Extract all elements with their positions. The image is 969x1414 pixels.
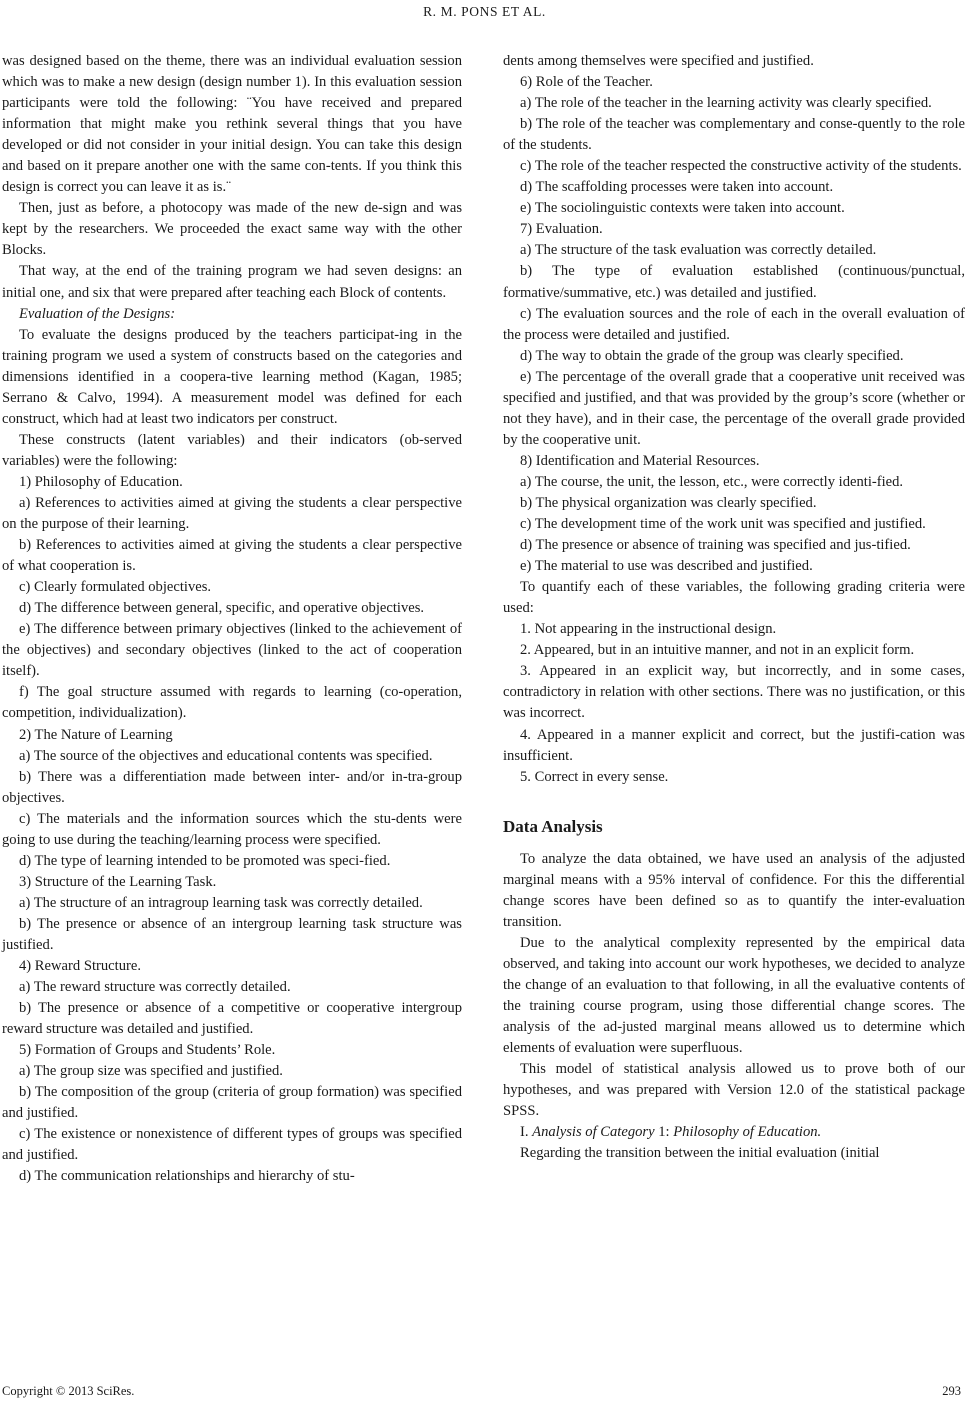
right-column (503, 51, 965, 1164)
right-paragraph-15: b) The physical organization was clearly specified. (520, 494, 817, 511)
right-paragraph-7: 7) Evaluation. (520, 221, 603, 238)
right-paragraph-4: c) The role of the teacher respected the constructive activity of the students. (520, 158, 962, 175)
left-paragraph-12: f) The goal structure assumed with regards to learning (co-operation, competition, individualization). (2, 684, 462, 722)
right-paragraph-8: a) The structure of the task evaluation was correctly detailed. (520, 242, 877, 259)
left-paragraph-23: b) The presence or absence of a competitive or cooperative intergroup reward structure was detailed and justified. (2, 1000, 462, 1038)
left-paragraph-10: d) The difference between general, specific, and operative objectives. (19, 600, 425, 617)
left-paragraph-0: was designed based on the theme, there was an individual evaluation session which was to make a new design (design number 1). In this evaluation session participants were told the following: ¨You have received and prepared information that might make you rethink several things that you have developed or did not consider in your initial design. You can take this design and based on it prepare another one with the same con-tents. If you think this design is correct you can leave it as is.¨ (2, 53, 462, 196)
right-paragraph-13: 8) Identification and Material Resources. (520, 452, 760, 469)
left-paragraph-22: a) The reward structure was correctly detailed. (19, 979, 291, 996)
right-paragraph-11: d) The way to obtain the grade of the group was clearly specified. (520, 347, 904, 364)
left-paragraph-25: a) The group size was specified and justified. (19, 1063, 283, 1080)
right-paragraph-26: To analyze the data obtained, we have used an analysis of the adjusted marginal means with a 95% interval of confidence. For this the differential change scores have been defined so as to quantify the inter-evaluation transition. (503, 850, 965, 930)
left-paragraph-2: That way, at the end of the training program we had seven designs: an initial one, and six that were prepared after teaching each Block of contents. (2, 263, 462, 301)
right-paragraph-22: 3. Appeared in an explicit way, but incorrectly, and in some cases, contradictory in relation with other sections. There was no justification, or this was incorrect. (503, 663, 965, 722)
left-paragraph-5: These constructs (latent variables) and their indicators (ob-served variables) were the following: (2, 431, 462, 469)
left-paragraph-26: b) The composition of the group (criteria of group formation) was specified and justified. (2, 1084, 462, 1122)
left-paragraph-13: 2) The Nature of Learning (19, 726, 173, 743)
left-paragraph-20: b) The presence or absence of an intergroup learning task structure was justified. (2, 915, 462, 953)
right-paragraph-27: Due to the analytical complexity represented by the empirical data observed, and taking into account our work hypotheses, we decided to analyze the change of an evaluation to that following, in all the evaluative contents of the training course program, using those differential change scores. The analysis of the ad-justed marginal means allowed us to determine which elements of evaluation were superfluous. (503, 934, 965, 1057)
right-paragraph-6: e) The sociolinguistic contexts were taken into account. (520, 200, 845, 217)
left-paragraph-28: d) The communication relationships and hierarchy of stu- (19, 1168, 355, 1185)
left-column (2, 51, 462, 1188)
right-paragraph-12: e) The percentage of the overall grade that a cooperative unit received was specified and justified, and that was provided by the group’s score (whether or not they have), and in their case, the percentage of the overall grade provided by the cooperative unit. (503, 368, 965, 448)
right-paragraph-21: 2. Appeared, but in an intuitive manner, and not in an explicit form. (520, 642, 915, 659)
left-paragraph-11: e) The difference between primary objectives (linked to the achievement of the objectives) and secondary objectives (linked to the act of cooperation itself). (2, 621, 462, 680)
right-paragraph-14: a) The course, the unit, the lesson, etc., were correctly identi-fied. (520, 473, 904, 490)
page-number: 293 (942, 1384, 961, 1398)
left-paragraph-7: a) References to activities aimed at giving the students a clear perspective on the purpose of their learning. (2, 494, 462, 533)
left-paragraph-1: Then, just as before, a photocopy was made of the new de-sign and was kept by the researchers. We proceeded the exact same way with the other Blocks. (2, 200, 462, 259)
right-paragraph-9: b) The type of evaluation established (continuous/punctual, formative/summative, etc.) was detailed and justified. (503, 263, 965, 301)
right-paragraph-20: 1. Not appearing in the instructional design. (520, 621, 777, 638)
right-paragraph-19: To quantify each of these variables, the following grading criteria were used: (503, 579, 965, 617)
left-paragraph-24: 5) Formation of Groups and Students’ Role. (19, 1042, 276, 1059)
left-paragraph-17: d) The type of learning intended to be promoted was speci-fied. (19, 852, 391, 869)
right-paragraph-24: 5. Correct in every sense. (520, 768, 669, 785)
right-paragraph-29: I. Analysis of Category 1: Philosophy of Education. (520, 1124, 822, 1141)
running-head: R. M. PONS ET AL. (423, 4, 546, 19)
right-paragraph-28: This model of statistical analysis allowed us to prove both of our hypotheses, and was prepared with Version 12.0 of the statistical package SPSS. (503, 1061, 965, 1120)
left-paragraph-15: b) There was a differentiation made between inter- and/or in-tra-group objectives. (2, 768, 462, 806)
right-paragraph-30: Regarding the transition between the initial evaluation (initial (520, 1145, 880, 1162)
right-paragraph-23: 4. Appeared in a manner explicit and correct, but the justifi-cation was insufficient. (503, 726, 965, 764)
right-paragraph-16: c) The development time of the work unit was specified and justified. (520, 516, 926, 533)
left-paragraph-18: 3) Structure of the Learning Task. (19, 873, 217, 890)
right-paragraph-18: e) The material to use was described and justified. (520, 558, 813, 575)
left-paragraph-6: 1) Philosophy of Education. (19, 473, 183, 490)
copyright-notice: Copyright © 2013 SciRes. (2, 1384, 135, 1398)
right-paragraph-3: b) The role of the teacher was complementary and conse-quently to the role of the students. (503, 116, 965, 154)
right-paragraph-1: 6) Role of the Teacher. (520, 74, 653, 91)
left-paragraph-21: 4) Reward Structure. (19, 958, 141, 975)
right-paragraph-0: dents among themselves were specified and justified. (503, 53, 814, 69)
section-heading: Data Analysis (503, 816, 603, 836)
right-paragraph-2: a) The role of the teacher in the learning activity was clearly specified. (520, 95, 932, 112)
left-paragraph-19: a) The structure of an intragroup learning task was correctly detailed. (19, 894, 423, 911)
left-paragraph-9: c) Clearly formulated objectives. (19, 579, 212, 596)
left-paragraph-16: c) The materials and the information sources which the stu-dents were going to use during the teaching/learning process were specified. (2, 810, 462, 848)
right-paragraph-10: c) The evaluation sources and the role of each in the overall evaluation of the process were detailed and justified. (503, 305, 965, 343)
right-paragraph-17: d) The presence or absence of training was specified and jus-tified. (520, 537, 911, 554)
right-paragraph-5: d) The scaffolding processes were taken into account. (520, 179, 834, 196)
left-paragraph-27: c) The existence or nonexistence of different types of groups was specified and justified. (2, 1126, 462, 1164)
left-paragraph-4: To evaluate the designs produced by the teachers participat-ing in the training program we used a system of constructs based on the categories and dimensions identified in a coopera-tive learning method (Kagan, 1985; Serrano & Calvo, 1994). A measurement model was defined for each construct, which had at least two indicators per construct. (2, 326, 462, 427)
left-paragraph-3: Evaluation of the Designs: (19, 305, 176, 322)
left-paragraph-14: a) The source of the objectives and educational contents was specified. (19, 747, 433, 764)
left-paragraph-8: b) References to activities aimed at giving the students a clear perspective of what cooperation is. (2, 537, 462, 575)
